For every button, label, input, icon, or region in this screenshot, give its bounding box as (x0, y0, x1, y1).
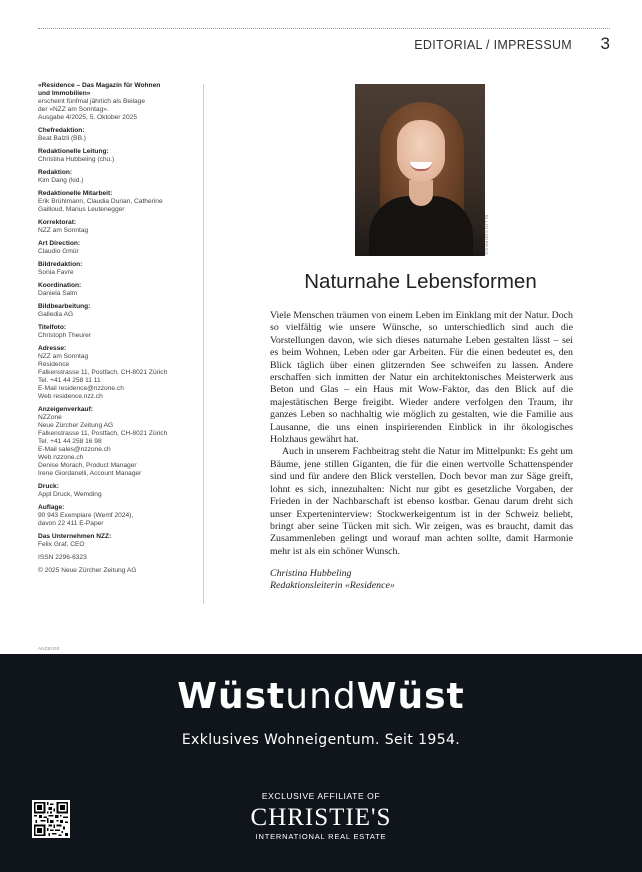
partner-subtitle: INTERNATIONAL REAL ESTATE (255, 832, 387, 841)
qr-code-icon[interactable] (32, 800, 70, 838)
adresse-line-2: Residence (38, 361, 70, 368)
redaktion-value: Kim Dang (kid.) (38, 177, 84, 184)
auflage-line-1: 90 943 Exemplare (Wemf 2024), (38, 512, 134, 519)
druck-value: Appl Druck, Wemding (38, 491, 102, 498)
chefredaktion-label: Chefredaktion: (38, 127, 85, 134)
druck-block (38, 483, 198, 499)
bildredaktion-block (38, 261, 198, 277)
ad-tagline: Exklusives Wohneigentum. Seit 1954. (181, 732, 461, 748)
editor-portrait (355, 84, 485, 256)
mitarbeit-block (38, 190, 198, 214)
titelfoto-label: Titelfoto: (38, 324, 67, 331)
magazine-title-line-2: und Immobilien» (38, 90, 91, 97)
redaktion-label: Redaktion: (38, 169, 73, 176)
column-divider (203, 84, 204, 604)
author-name: Christina Hubbeling (270, 568, 352, 579)
portrait-face (397, 120, 445, 182)
art-direction-value: Claudio Gmür (38, 248, 79, 255)
bildbearbeitung-value: Galledia AG (38, 311, 74, 318)
magazine-title-line-1: «Residence – Das Magazin für Wohnen (38, 82, 161, 89)
page-number: 3 (600, 34, 610, 53)
bildbearbeitung-label: Bildbearbeitung: (38, 303, 91, 310)
adresse-block (38, 345, 198, 401)
anzeigen-email: E-Mail sales@nzzone.ch (38, 446, 111, 453)
editorial-paragraph-2: Auch in unserem Fachbeitrag steht die Natur im Mittelpunkt: Es geht um Bäume, jene stillen Giganten, die für die einen wertvolle Schattenspender sind und für andere den Blick verstellen. Doch bevor man zur Säge greift, lohnt es sich, innezuhalten: Nicht nur gibt es gesetzliche Vorgaben, der Frieden in der Nachbarschaft ist ebenso kostbar. Genau darum dreht sich unser Experteninterview: Stockwerkeigentum ist in der Schweiz beliebt, bringt aber seine Tücken mit sich. Wir zeigen, was es braucht, damit das Zusammenleben gelingt und worauf man achten sollte, damit Harmonie mehr ist als ein schöner Wunsch. (270, 446, 573, 557)
brand-logo (0, 676, 642, 717)
art-direction-block (38, 240, 198, 256)
brand-part-2: und (285, 676, 357, 717)
editorial-text (270, 310, 573, 558)
druck-label: Druck: (38, 483, 59, 490)
adresse-email: E-Mail residence@nzzone.ch (38, 385, 124, 392)
adresse-phone: Tel. +41 44 258 11 11 (38, 377, 101, 384)
korrektorat-value: NZZ am Sonntag (38, 227, 89, 234)
korrektorat-label: Korrektorat: (38, 219, 77, 226)
advertisement[interactable] (0, 654, 642, 872)
issn-block (38, 554, 198, 562)
intro-line-2: der «NZZ am Sonntag». (38, 106, 109, 113)
adresse-web: Web residence.nzz.ch (38, 393, 103, 400)
bildbearbeitung-block (38, 303, 198, 319)
adresse-label: Adresse: (38, 345, 67, 352)
affiliate-label: EXCLUSIVE AFFILIATE OF (261, 791, 381, 801)
anzeigen-web: Web nzzone.ch (38, 454, 84, 461)
ad-label: ANZEIGE (38, 646, 60, 651)
redaktion-block (38, 169, 198, 185)
impressum-intro (38, 82, 198, 122)
chefredaktion-block (38, 127, 198, 143)
chefredaktion-value: Beat Balzli (BB.) (38, 135, 87, 142)
leitung-block (38, 148, 198, 164)
anzeigen-label: Anzeigenverkauf: (38, 406, 93, 413)
signature (270, 568, 395, 593)
adresse-line-3: Falkenstrasse 11, Postfach, CH-8021 Zürich (38, 369, 168, 376)
korrektorat-block (38, 219, 198, 235)
koordination-block (38, 282, 198, 298)
unternehmen-label: Das Unternehmen NZZ: (38, 533, 112, 540)
unternehmen-value: Felix Graf, CEO (38, 541, 85, 548)
section-title: EDITORIAL / IMPRESSUM (414, 38, 572, 52)
article-headline: Naturnahe Lebensformen (304, 270, 537, 293)
art-direction-label: Art Direction: (38, 240, 81, 247)
partner-logo: CHRISTIE'S (250, 804, 392, 831)
mitarbeit-value-1: Erik Brühlmann, Claudia Durian, Catherine (38, 198, 163, 205)
koordination-value: Daniela Salm (38, 290, 78, 297)
bildredaktion-label: Bildredaktion: (38, 261, 83, 268)
anzeigen-block (38, 406, 198, 478)
adresse-line-1: NZZ am Sonntag (38, 353, 89, 360)
auflage-label: Auflage: (38, 504, 65, 511)
brand-part-1: Wüst (177, 676, 286, 717)
issue-line: Ausgabe 4/2025, 5. Oktober 2025 (38, 114, 137, 121)
mitarbeit-label: Redaktionelle Mitarbeit: (38, 190, 113, 197)
leitung-value: Christina Hubbeling (chu.) (38, 156, 115, 163)
leitung-label: Redaktionelle Leitung: (38, 148, 109, 155)
header-rule (38, 28, 610, 29)
anzeigen-line-1: NZZone (38, 414, 62, 421)
anzeigen-line-2: Neue Zürcher Zeitung AG (38, 422, 114, 429)
anzeigen-line-3: Falkenstrasse 11, Postfach, CH-8021 Zürich (38, 430, 168, 437)
unternehmen-block (38, 533, 198, 549)
impressum-column (38, 82, 198, 580)
issn: ISSN 2296-6323 (38, 554, 87, 561)
anzeigen-contact-1: Denise Morach, Product Manager (38, 462, 137, 469)
anzeigen-phone: Tel. +41 44 258 16 98 (38, 438, 102, 445)
auflage-block (38, 504, 198, 528)
brand-part-3: Wüst (356, 676, 465, 717)
copyright-block (38, 567, 198, 575)
photo-credit: ELLIN ANDREGG (484, 215, 489, 256)
anzeigen-contact-2: Irene Giordanelli, Account Manager (38, 470, 142, 477)
author-role: Redaktionsleiterin «Residence» (270, 580, 395, 592)
portrait-neck (409, 180, 433, 206)
intro-line-1: erscheint fünfmal jährlich als Beilage (38, 98, 146, 105)
koordination-label: Koordination: (38, 282, 82, 289)
mitarbeit-value-2: Gailloud, Marius Leutenegger (38, 206, 125, 213)
auflage-line-2: davon 22 411 E-Paper (38, 520, 104, 527)
titelfoto-block (38, 324, 198, 340)
titelfoto-value: Christoph Theurer (38, 332, 92, 339)
copyright: © 2025 Neue Zürcher Zeitung AG (38, 567, 137, 574)
editorial-paragraph-1: Viele Menschen träumen von einem Leben im Einklang mit der Natur. Doch so vielfältig wie unsere Wünsche, so unterschiedlich sind auch die Vorstellungen davon, wie sich dieses naturnahe Leben gestalten lässt – sei es beim Wohnen, Leben oder gar Arbeiten. Für die einen bedeutet es, den Blick täglich über einen glitzernden See schweifen zu lassen. Andere erschaffen sich inmitten der Natur ein architektonisches Meisterwerk aus Beton und Glas – ein Haus mit Wow-Faktor, das den Blick auf die majestätischen Berge freigibt. Wieder andere verfolgen den Traum, ihr ganzes Leben so nachhaltig wie möglich zu gestalten, wie die Familie aus Lausanne, die uns einen inspirierenden Einblick in ihr ökologisches Holzhaus gewährt hat. (270, 310, 573, 446)
bildredaktion-value: Sonia Favre (38, 269, 74, 276)
